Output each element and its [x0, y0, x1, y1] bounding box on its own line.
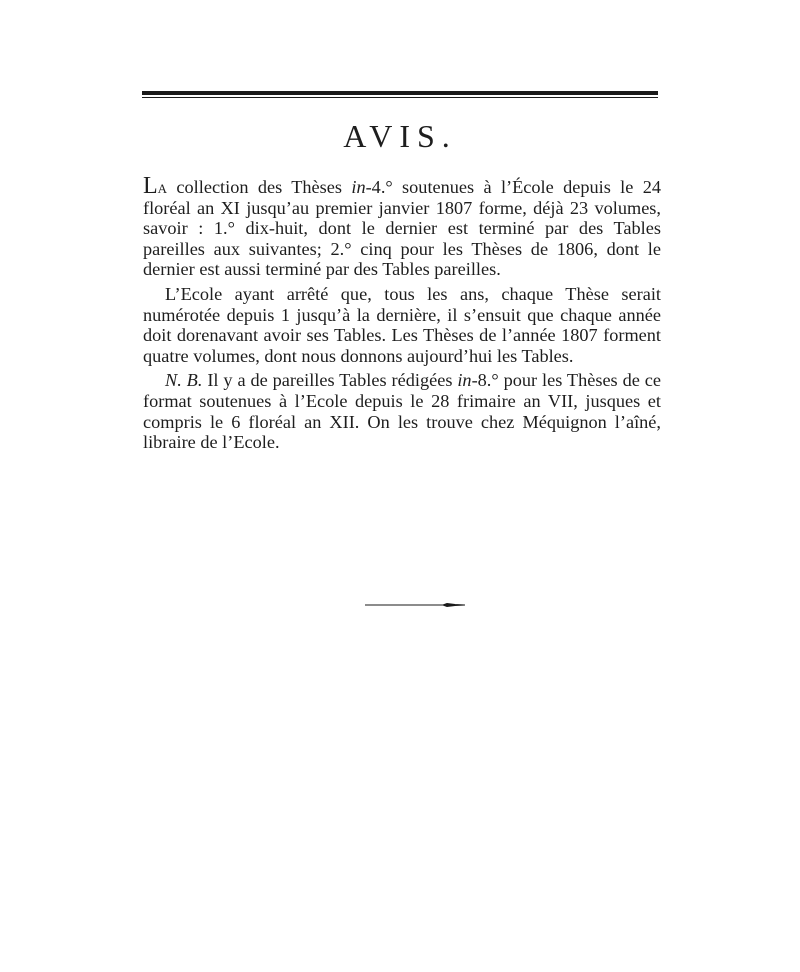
nota-bene-label: N. B.: [165, 370, 203, 391]
rule-thick: [142, 91, 658, 95]
italic-format: in: [457, 370, 472, 391]
drop-cap: L: [143, 173, 158, 199]
double-rule-divider: [142, 91, 658, 99]
paragraph-text: collection des Thèses: [167, 177, 352, 197]
paragraph-text: -4.° soutenues à l’École depuis le 24 floréal an XI jusqu’au premier janvier 1807 forme, déjà 23 volumes, savoir : 1.° dix-huit, dont le dernier est terminé par des Tables pareilles aux suivantes; 2.° cinq pour les Thèses de 1806, dont le dernier est aussi terminé par des Tables pareilles.: [143, 177, 662, 280]
rule-thin: [142, 97, 658, 98]
paragraph-collection: [143, 173, 662, 280]
italic-format: in: [351, 177, 366, 197]
paragraph-text: -8.° pour les Thèses de ce format soutenues à l’Ecole depuis le 28 frimaire an VII, jusques et compris le 6 floréal an XII. On les trouve chez Méquignon l’aîné, libraire de l’Ecole.: [143, 370, 661, 453]
small-caps-text: a: [157, 177, 168, 197]
notice-body: [143, 173, 662, 457]
paragraph-nota-bene: [143, 370, 661, 452]
paragraph-text: Il y a de pareilles Tables rédigées: [202, 370, 458, 391]
paragraph-numbering: L’Ecole ayant arrêté que, tous les ans, chaque Thèse serait numérotée depuis 1 jusqu’à la dernière, il s’ensuit que chaque année doit dorenavant avoir ses Tables. Les Thèses de l’année 1807 forment quatre volumes, dont nous donnons aujourd’hui les Tables.: [143, 283, 661, 366]
page-title: AVIS.: [343, 118, 457, 154]
ornament-rule: [365, 603, 465, 607]
